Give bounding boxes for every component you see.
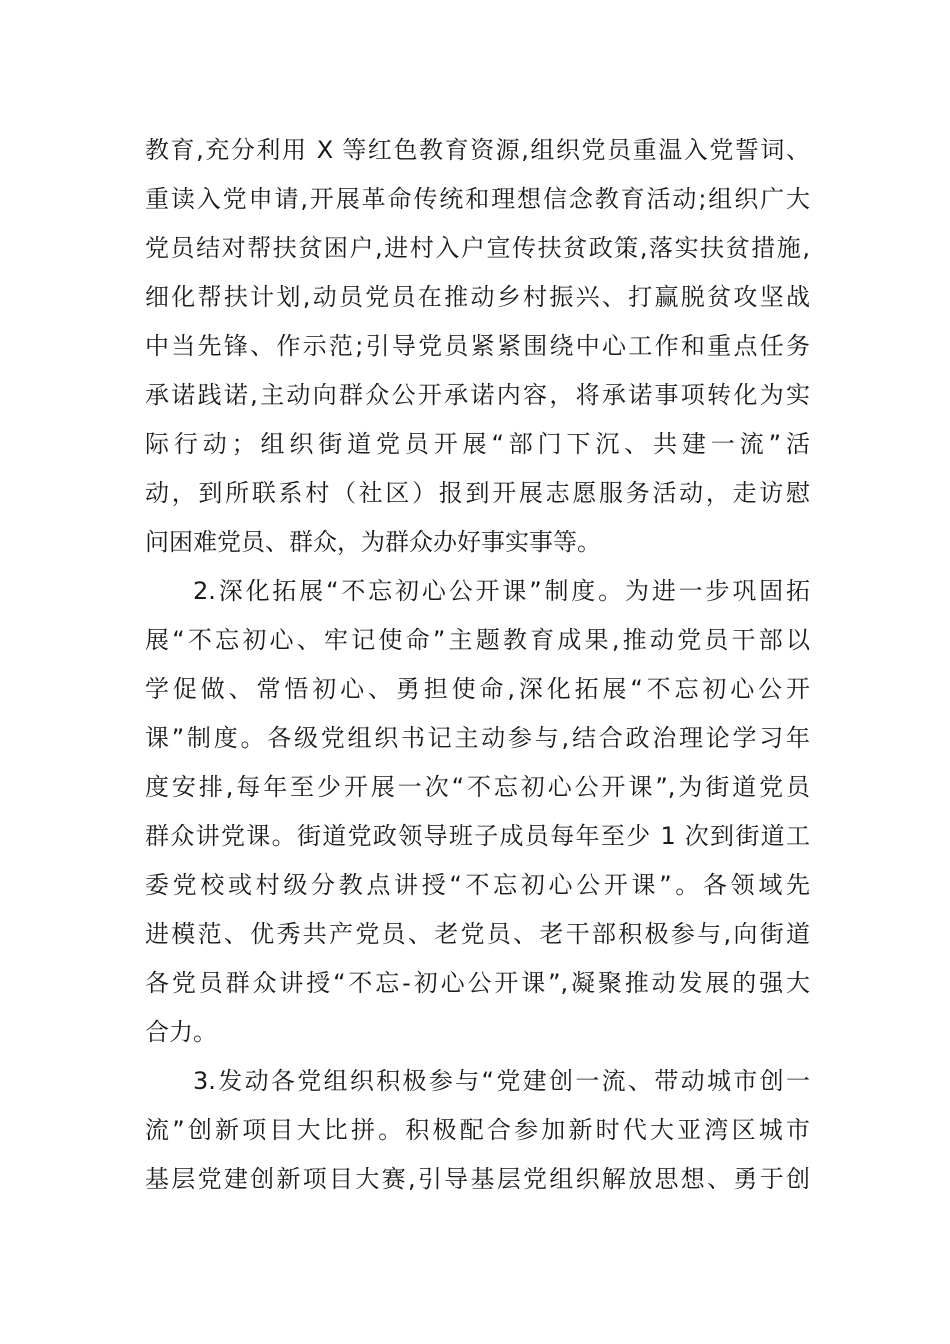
text-line: 基层党建创新项目大赛,引导基层党组织解放思想、勇于创 bbox=[145, 1165, 810, 1193]
text-line: 际行动；组织街道党员开展“部门下沉、共建一流”活 bbox=[145, 430, 810, 458]
text-line: 委党校或村级分教点讲授“不忘初心公开课”。各领域先 bbox=[145, 871, 810, 899]
text-line: 3.发动各党组织积极参与“党建创一流、带动城市创一 bbox=[193, 1067, 810, 1095]
text-line: 学促做、常悟初心、勇担使命,深化拓展“不忘初心公开 bbox=[145, 675, 810, 703]
text-line: 重读入党申请,开展革命传统和理想信念教育活动;组织广大 bbox=[145, 185, 810, 213]
text-line: 中当先锋、作示范;引导党员紧紧围绕中心工作和重点任务 bbox=[145, 332, 810, 360]
paragraph-3 bbox=[145, 1057, 810, 1204]
text-line: 展“不忘初心、牢记使命”主题教育成果,推动党员干部以 bbox=[145, 626, 810, 654]
text-line: 承诺践诺,主动向群众公开承诺内容，将承诺事项转化为实 bbox=[145, 381, 810, 409]
text-line: 流”创新项目大比拼。积极配合参加新时代大亚湾区城市 bbox=[145, 1116, 810, 1144]
text-line: 群众讲党课。街道党政领导班子成员每年至少 1 次到街道工 bbox=[145, 822, 810, 850]
text-line: 教育,充分利用 X 等红色教育资源,组织党员重温入党誓词、 bbox=[145, 136, 810, 164]
text-line: 党员结对帮扶贫困户,进村入户宣传扶贫政策,落实扶贫措施, bbox=[145, 234, 810, 262]
text-line: 进模范、优秀共产党员、老党员、老干部积极参与,向街道 bbox=[145, 920, 810, 948]
text-line: 细化帮扶计划,动员党员在推动乡村振兴、打赢脱贫攻坚战 bbox=[145, 283, 810, 311]
text-line: 2.深化拓展“不忘初心公开课”制度。为进一步巩固拓 bbox=[193, 577, 810, 605]
text-line: 度安排,每年至少开展一次“不忘初心公开课”,为街道党员 bbox=[145, 773, 810, 801]
document-body bbox=[145, 126, 810, 1204]
paragraph-1 bbox=[145, 126, 810, 567]
text-line: 各党员群众讲授“不忘-初心公开课”,凝聚推动发展的强大 bbox=[145, 969, 810, 997]
text-line: 课”制度。各级党组织书记主动参与,结合政治理论学习年 bbox=[145, 724, 810, 752]
paragraph-2 bbox=[145, 567, 810, 1057]
text-line: 问困难党员、群众，为群众办好事实事等。 bbox=[145, 528, 601, 556]
text-line: 动，到所联系村（社区）报到开展志愿服务活动，走访慰 bbox=[145, 479, 810, 507]
text-line: 合力。 bbox=[145, 1018, 217, 1046]
